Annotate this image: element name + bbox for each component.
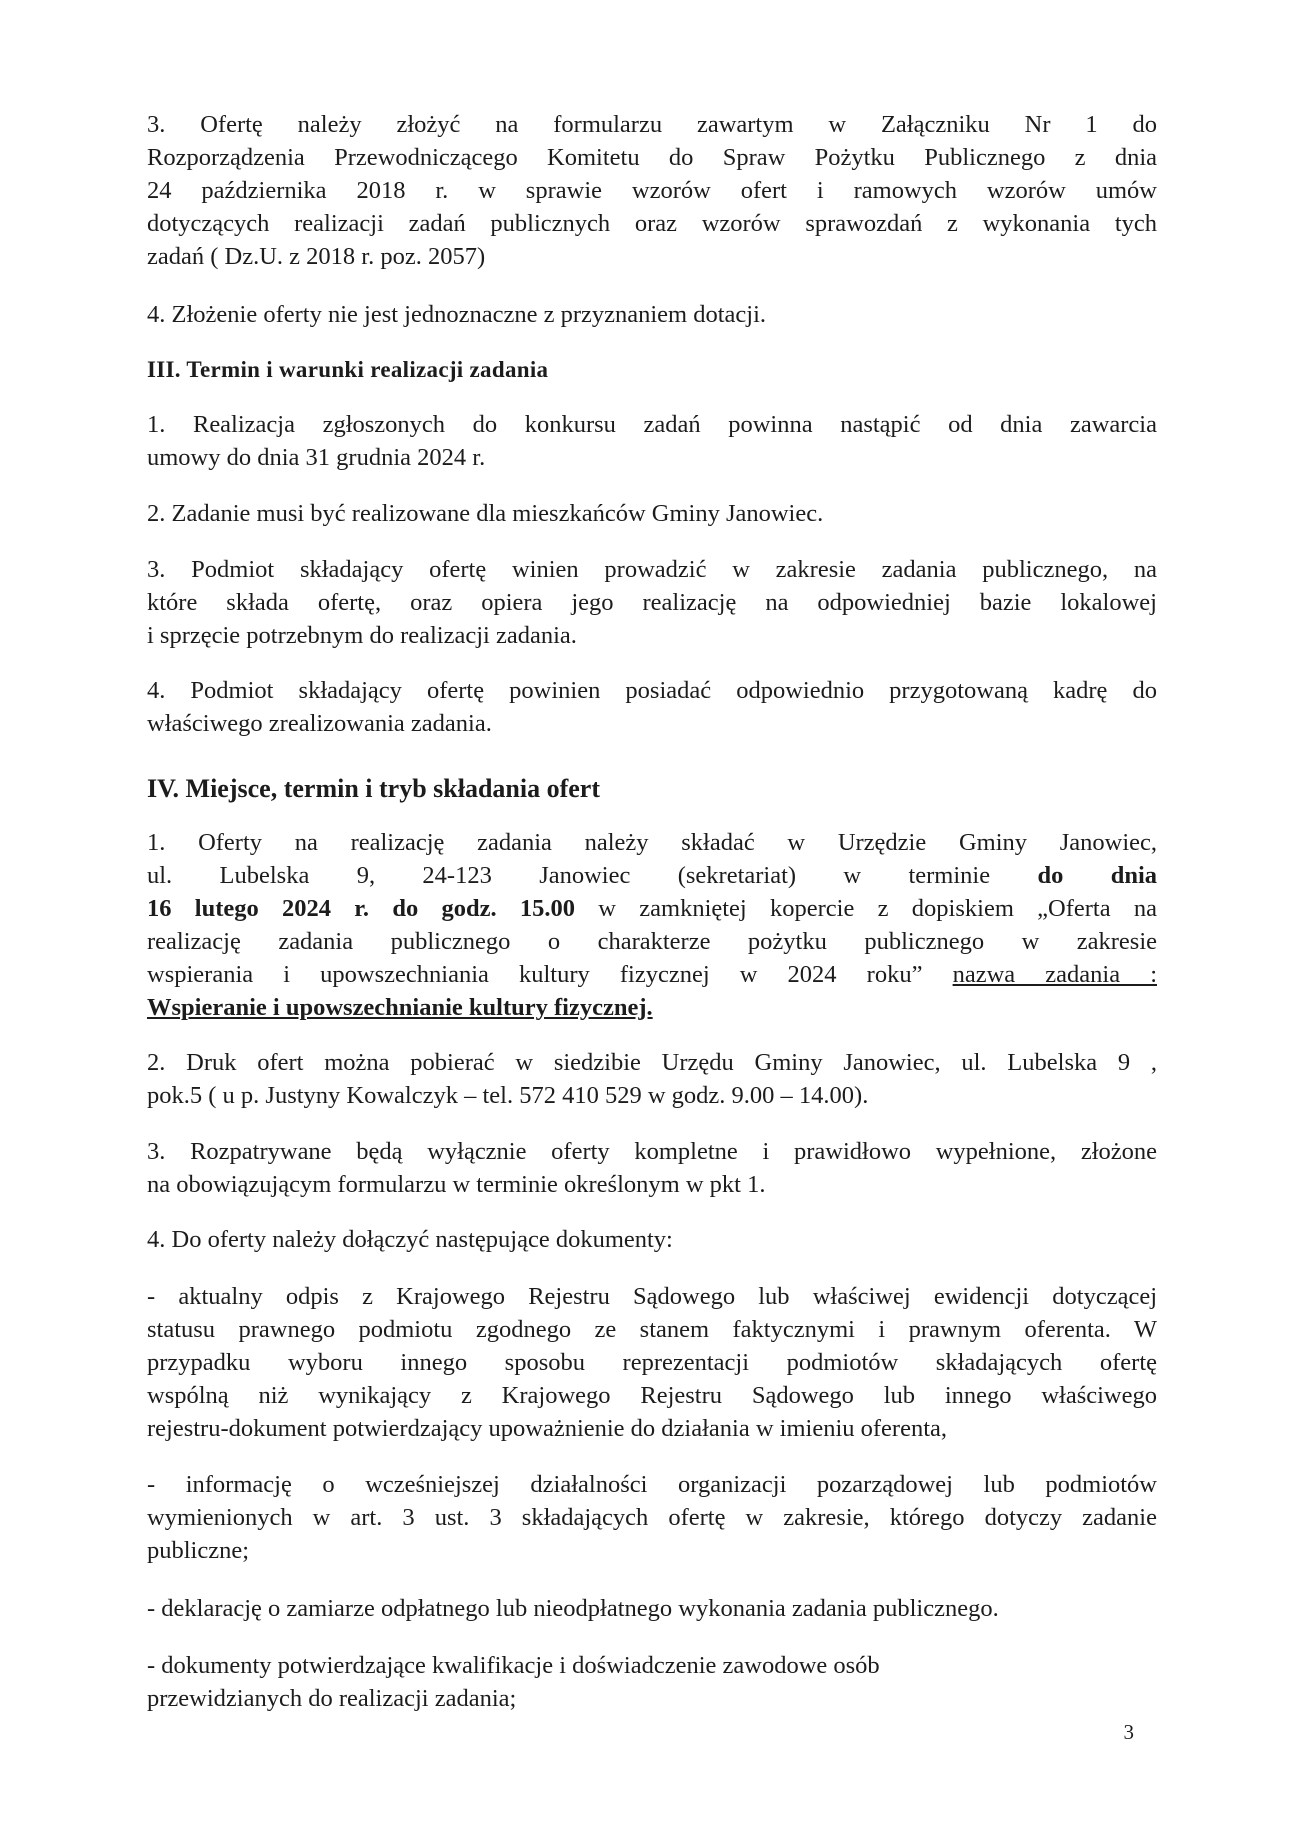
deadline-bold: do dnia [1037,862,1158,889]
text-span: 4. Podmiot składający ofertę powinien posiadać odpowiednio przygotowaną kadrę do [147,677,1157,704]
text-line [147,141,1157,175]
text-span: 3. Rozpatrywane będą wyłącznie oferty kompletne i prawidłowo wypełnione, złożone [147,1138,1157,1165]
sec4-p3-line1 [147,1135,1157,1169]
text-span: - informację o wcześniejszej działalności organizacji pozarządowej lub podmiotów [147,1471,1157,1498]
bullet-1-line3 [147,1346,1157,1380]
sec3-p3-line1 [147,553,1157,587]
text-line [147,174,1157,208]
sec4-p1-line2 [147,859,1157,893]
text-span: przewidzianych do realizacji zadania; [147,1685,517,1712]
sec4-p1-line3 [147,892,1157,926]
deadline-date-bold: 16 lutego 2024 r. do godz. 15.00 [147,895,576,922]
bullet-4-line1 [147,1649,880,1683]
bullet-1-line1 [147,1280,1157,1314]
text-span: na obowiązującym formularzu w terminie określonym w pkt 1. [147,1171,766,1198]
text-span: statusu prawnego podmiotu zgodnego ze stanem faktycznymi i prawnym oferenta. W [147,1316,1157,1343]
task-name: Wspieranie i upowszechnianie kultury fizycznej. [147,994,653,1021]
text-span: zadań ( Dz.U. z 2018 r. poz. 2057) [147,243,486,270]
text-span: publiczne; [147,1537,250,1564]
text-span: umowy do dnia 31 grudnia 2024 r. [147,444,486,471]
text-span: 4. Złożenie oferty nie jest jednoznaczne z przyznaniem dotacji. [147,301,767,328]
text-span: które składa ofertę, oraz opiera jego realizację na odpowiedniej bazie lokalowej [147,589,1157,616]
sec4-p1-line1 [147,826,1157,860]
text-span: 4. Do oferty należy dołączyć następujące dokumenty: [147,1226,673,1253]
sec4-p1-line6 [147,991,653,1025]
bullet-3 [147,1592,999,1626]
sec4-p1-line5 [147,958,1157,992]
sec3-p2 [147,497,823,531]
heading-text: IV. Miejsce, termin i tryb składania ofert [147,774,601,803]
sec3-p4-line2 [147,707,492,741]
text-span: i sprzęcie potrzebnym do realizacji zadania. [147,622,577,649]
text-span: - dokumenty potwierdzające kwalifikacje i doświadczenie zawodowe osób [147,1652,880,1679]
heading-text: III. Termin i warunki realizacji zadania [147,357,549,382]
task-name-label: nazwa zadania : [952,961,1157,988]
text-span: pok.5 ( u p. Justyny Kowalczyk – tel. 572 410 529 w godz. 9.00 – 14.00). [147,1082,869,1109]
text-span: wspierania i upowszechniania kultury fizycznej w 2024 roku” [147,961,923,988]
text-span: 1. Oferty na realizację zadania należy składać w Urzędzie Gminy Janowiec, [147,829,1157,856]
text-line: 3. Ofertę należy złożyć na formularzu zawartym w Załączniku Nr 1 do [147,111,1157,138]
text-span: przypadku wyboru innego sposobu reprezentacji podmiotów składających ofertę [147,1349,1157,1376]
bullet-1-line5 [147,1412,947,1446]
bullet-2-line3 [147,1534,249,1568]
bullet-1-line2 [147,1313,1157,1347]
text-span: 1. Realizacja zgłoszonych do konkursu zadań powinna nastąpić od dnia zawarcia [147,411,1157,438]
section-iii-heading [147,353,548,387]
sec3-p1-line2 [147,441,485,475]
text-line [147,240,485,274]
text-span: właściwego zrealizowania zadania. [147,710,492,737]
page-number: 3 [1123,1720,1134,1744]
text-span: wspólną niż wynikający z Krajowego Rejestru Sądowego lub innego właściwego [147,1382,1157,1409]
text-span: - aktualny odpis z Krajowego Rejestru Sądowego lub właściwej ewidencji dotyczącej [147,1283,1157,1310]
paragraph-4-no-grant-guarantee [147,298,766,332]
text-span: rejestru-dokument potwierdzający upoważnienie do działania w imieniu oferenta, [147,1415,948,1442]
sec4-p3-line2 [147,1168,765,1202]
sec4-p2-line2 [147,1079,868,1113]
text-span: 2. Zadanie musi być realizowane dla mieszkańców Gminy Janowiec. [147,500,824,527]
sec4-p2-line1 [147,1046,1157,1080]
paragraph-3-offer-form [147,108,1157,142]
sec3-p1-line1 [147,408,1157,442]
sec4-p1-line4 [147,925,1157,959]
text-span: dotyczących realizacji zadań publicznych oraz wzorów sprawozdań z wykonania tych [147,210,1157,237]
bullet-4-line2 [147,1682,516,1716]
text-span: Rozporządzenia Przewodniczącego Komitetu do Spraw Pożytku Publicznego z dnia [147,144,1157,171]
section-iv-heading [147,772,600,806]
bullet-2-line1 [147,1468,1157,1502]
bullet-2-line2 [147,1501,1157,1535]
text-span: w zamkniętej kopercie z dopiskiem „Oferta na [575,895,1157,922]
text-span: 3. Podmiot składający ofertę winien prowadzić w zakresie zadania publicznego, na [147,556,1157,583]
text-span: - deklarację o zamiarze odpłatnego lub nieodpłatnego wykonania zadania publicznego. [147,1595,999,1622]
sec3-p4-line1 [147,674,1157,708]
sec4-p4 [147,1223,673,1257]
text-span: realizację zadania publicznego o charakterze pożytku publicznego w zakresie [147,928,1157,955]
text-line [147,207,1157,241]
text-span: wymienionych w art. 3 ust. 3 składających ofertę w zakresie, którego dotyczy zadanie [147,1504,1157,1531]
text-span: ul. Lubelska 9, 24-123 Janowiec (sekretariat) w terminie [147,862,991,889]
sec3-p3-line3 [147,619,577,653]
text-span: 24 października 2018 r. w sprawie wzorów ofert i ramowych wzorów umów [147,177,1157,204]
text-span: 2. Druk ofert można pobierać w siedzibie Urzędu Gminy Janowiec, ul. Lubelska 9 , [147,1049,1157,1076]
bullet-1-line4 [147,1379,1157,1413]
sec3-p3-line2 [147,586,1157,620]
